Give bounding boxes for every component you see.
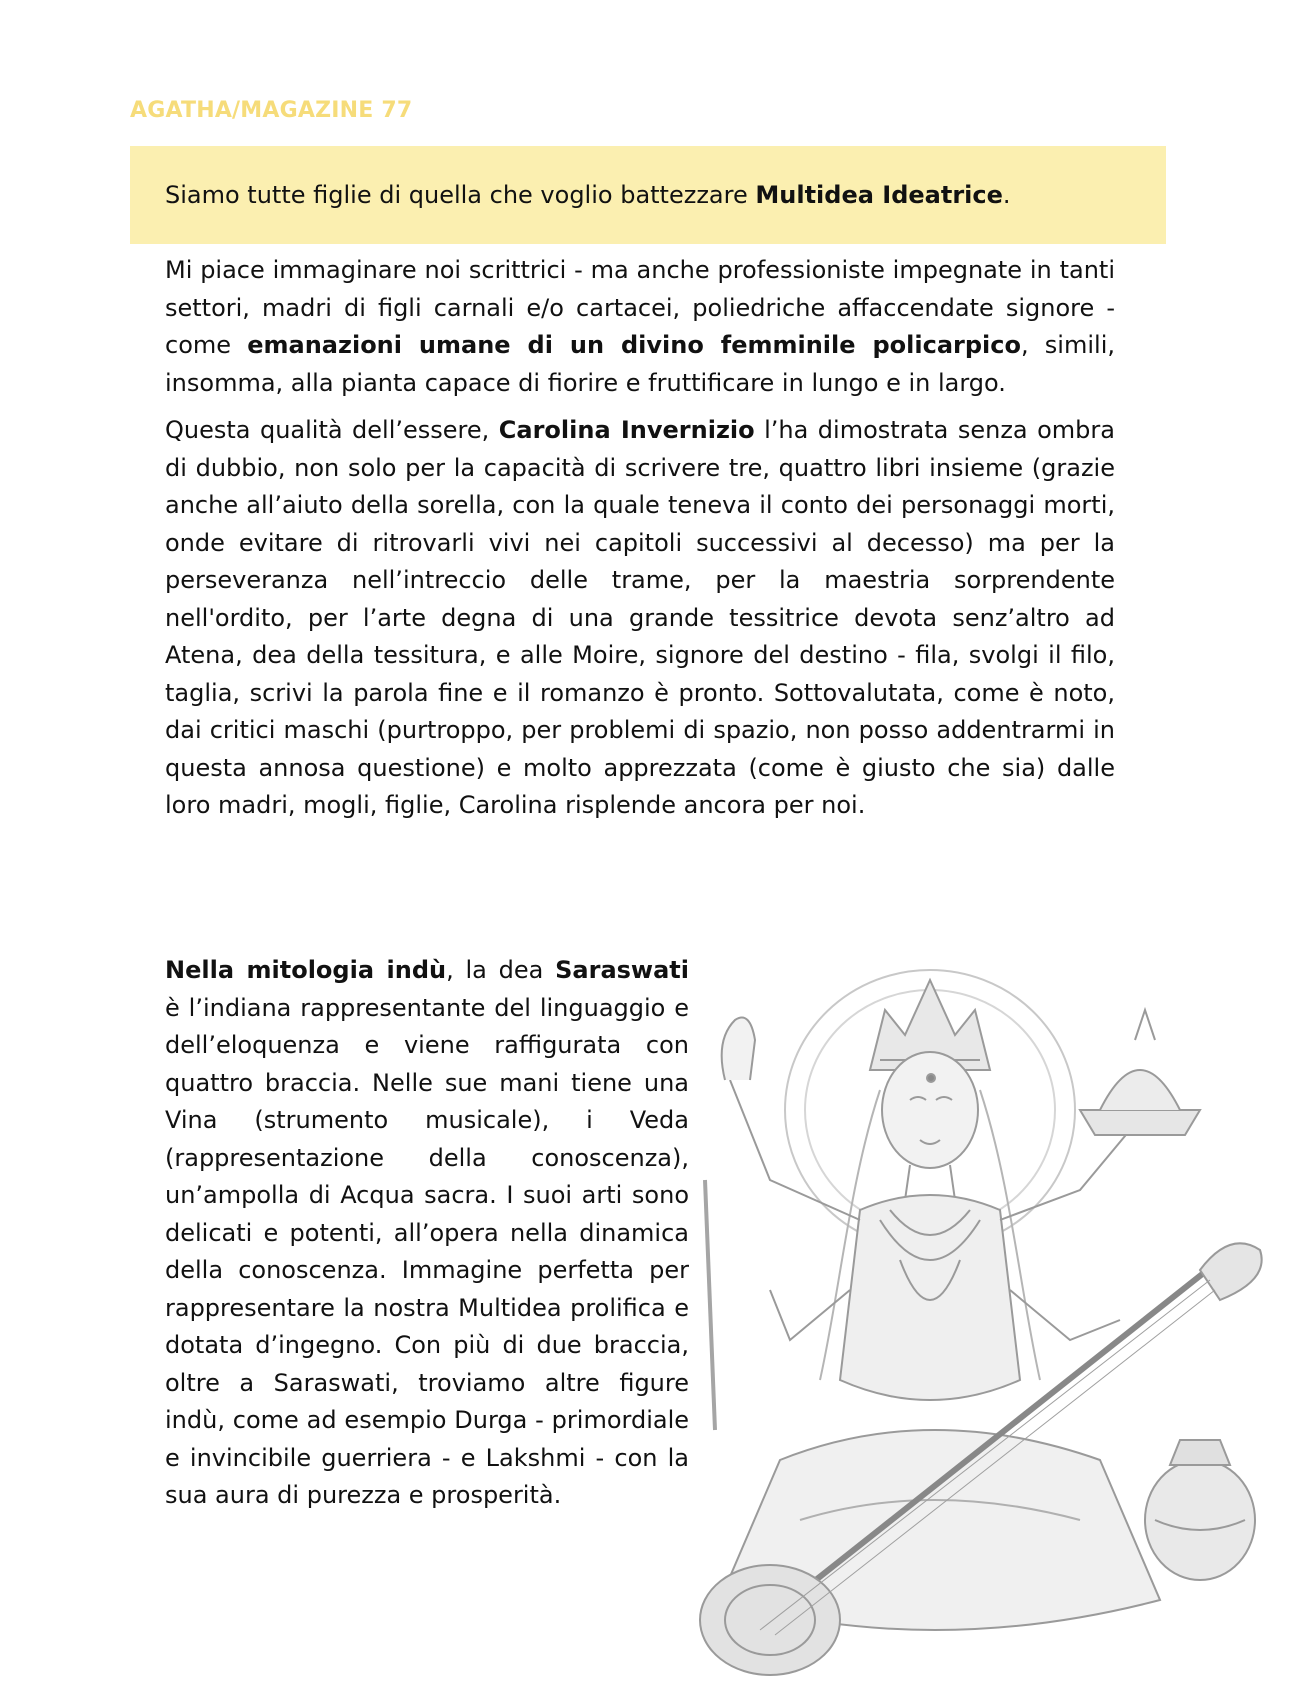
paragraph-3-bold-2: Saraswati [555, 956, 689, 984]
saraswati-paragraph [165, 952, 689, 1515]
paragraph-2-bold: Carolina Invernizio [498, 416, 755, 444]
intro-text: Siamo tutte figlie di quella che voglio battezzare Multidea Ideatrice. [165, 181, 1011, 209]
article-body [165, 252, 1115, 835]
intro-bold: Multidea Ideatrice [755, 181, 1003, 209]
paragraph-3-bold-1: Nella mitologia indù [165, 956, 447, 984]
paragraph-2: Questa qualità dell’essere, Carolina Invernizio l’ha dimostrata senza ombra di dubbio, non solo per la capacità di scrivere tre, quattro libri insieme (grazie anche all’aiuto della sorella, con la quale teneva il conto dei personaggi morti, onde evitare di ritrovarli vivi nei capitoli successivi al decesso) ma per la perseveranza nell’intreccio delle trame, per la maestria sorprendente nell'ordito, per l’arte degna di una grande tessitrice devota senz’altro ad Atena, dea della tessitura, e alle Moire, signore del destino - fila, svolgi il filo, taglia, scrivi la parola fine e il romanzo è pronto. Sottovalutata, come è noto, dai critici maschi (purtroppo, per problemi di spazio, non posso addentrarmi in questa annosa questione) e molto apprezzata (come è giusto che sia) dalle loro madri, mogli, figlie, Carolina risplende ancora per noi. [165, 416, 1115, 819]
saraswati-illustration [600, 960, 1290, 1700]
paragraph-1: Mi piace immaginare noi scrittrici - ma anche professioniste impegnate in tanti settori, madri di figli carnali e/o cartacei, poliedriche affaccendate signore - come emanazioni umane di un divino femminile policarpico, simili, insomma, alla pianta capace di fiorire e fruttificare in lungo e in largo. [165, 256, 1115, 397]
paragraph-3: Nella mitologia indù, la dea Saraswati è l’indiana rappresentante del linguaggio e dell’eloquenza e viene raffigurata con quattro braccia. Nelle sue mani tiene una Vina (strumento musicale), i Veda (rappresentazione della conoscenza), un’ampolla di Acqua sacra. I suoi arti sono delicati e potenti, all’opera nella dinamica della conoscenza. Immagine perfetta per rappresentare la nostra Multidea prolifica e dotata d’ingegno. Con più di due braccia, oltre a Saraswati, troviamo altre figure indù, come ad esempio Durga - primordiale e invincibile guerriera - e Lakshmi - con la sua aura di purezza e prosperità. [165, 956, 689, 1509]
magazine-header: AGATHA/MAGAZINE 77 [130, 98, 413, 123]
intro-highlight-box [130, 146, 1166, 244]
paragraph-1-bold: emanazioni umane di un divino femminile policarpico [247, 331, 1021, 359]
